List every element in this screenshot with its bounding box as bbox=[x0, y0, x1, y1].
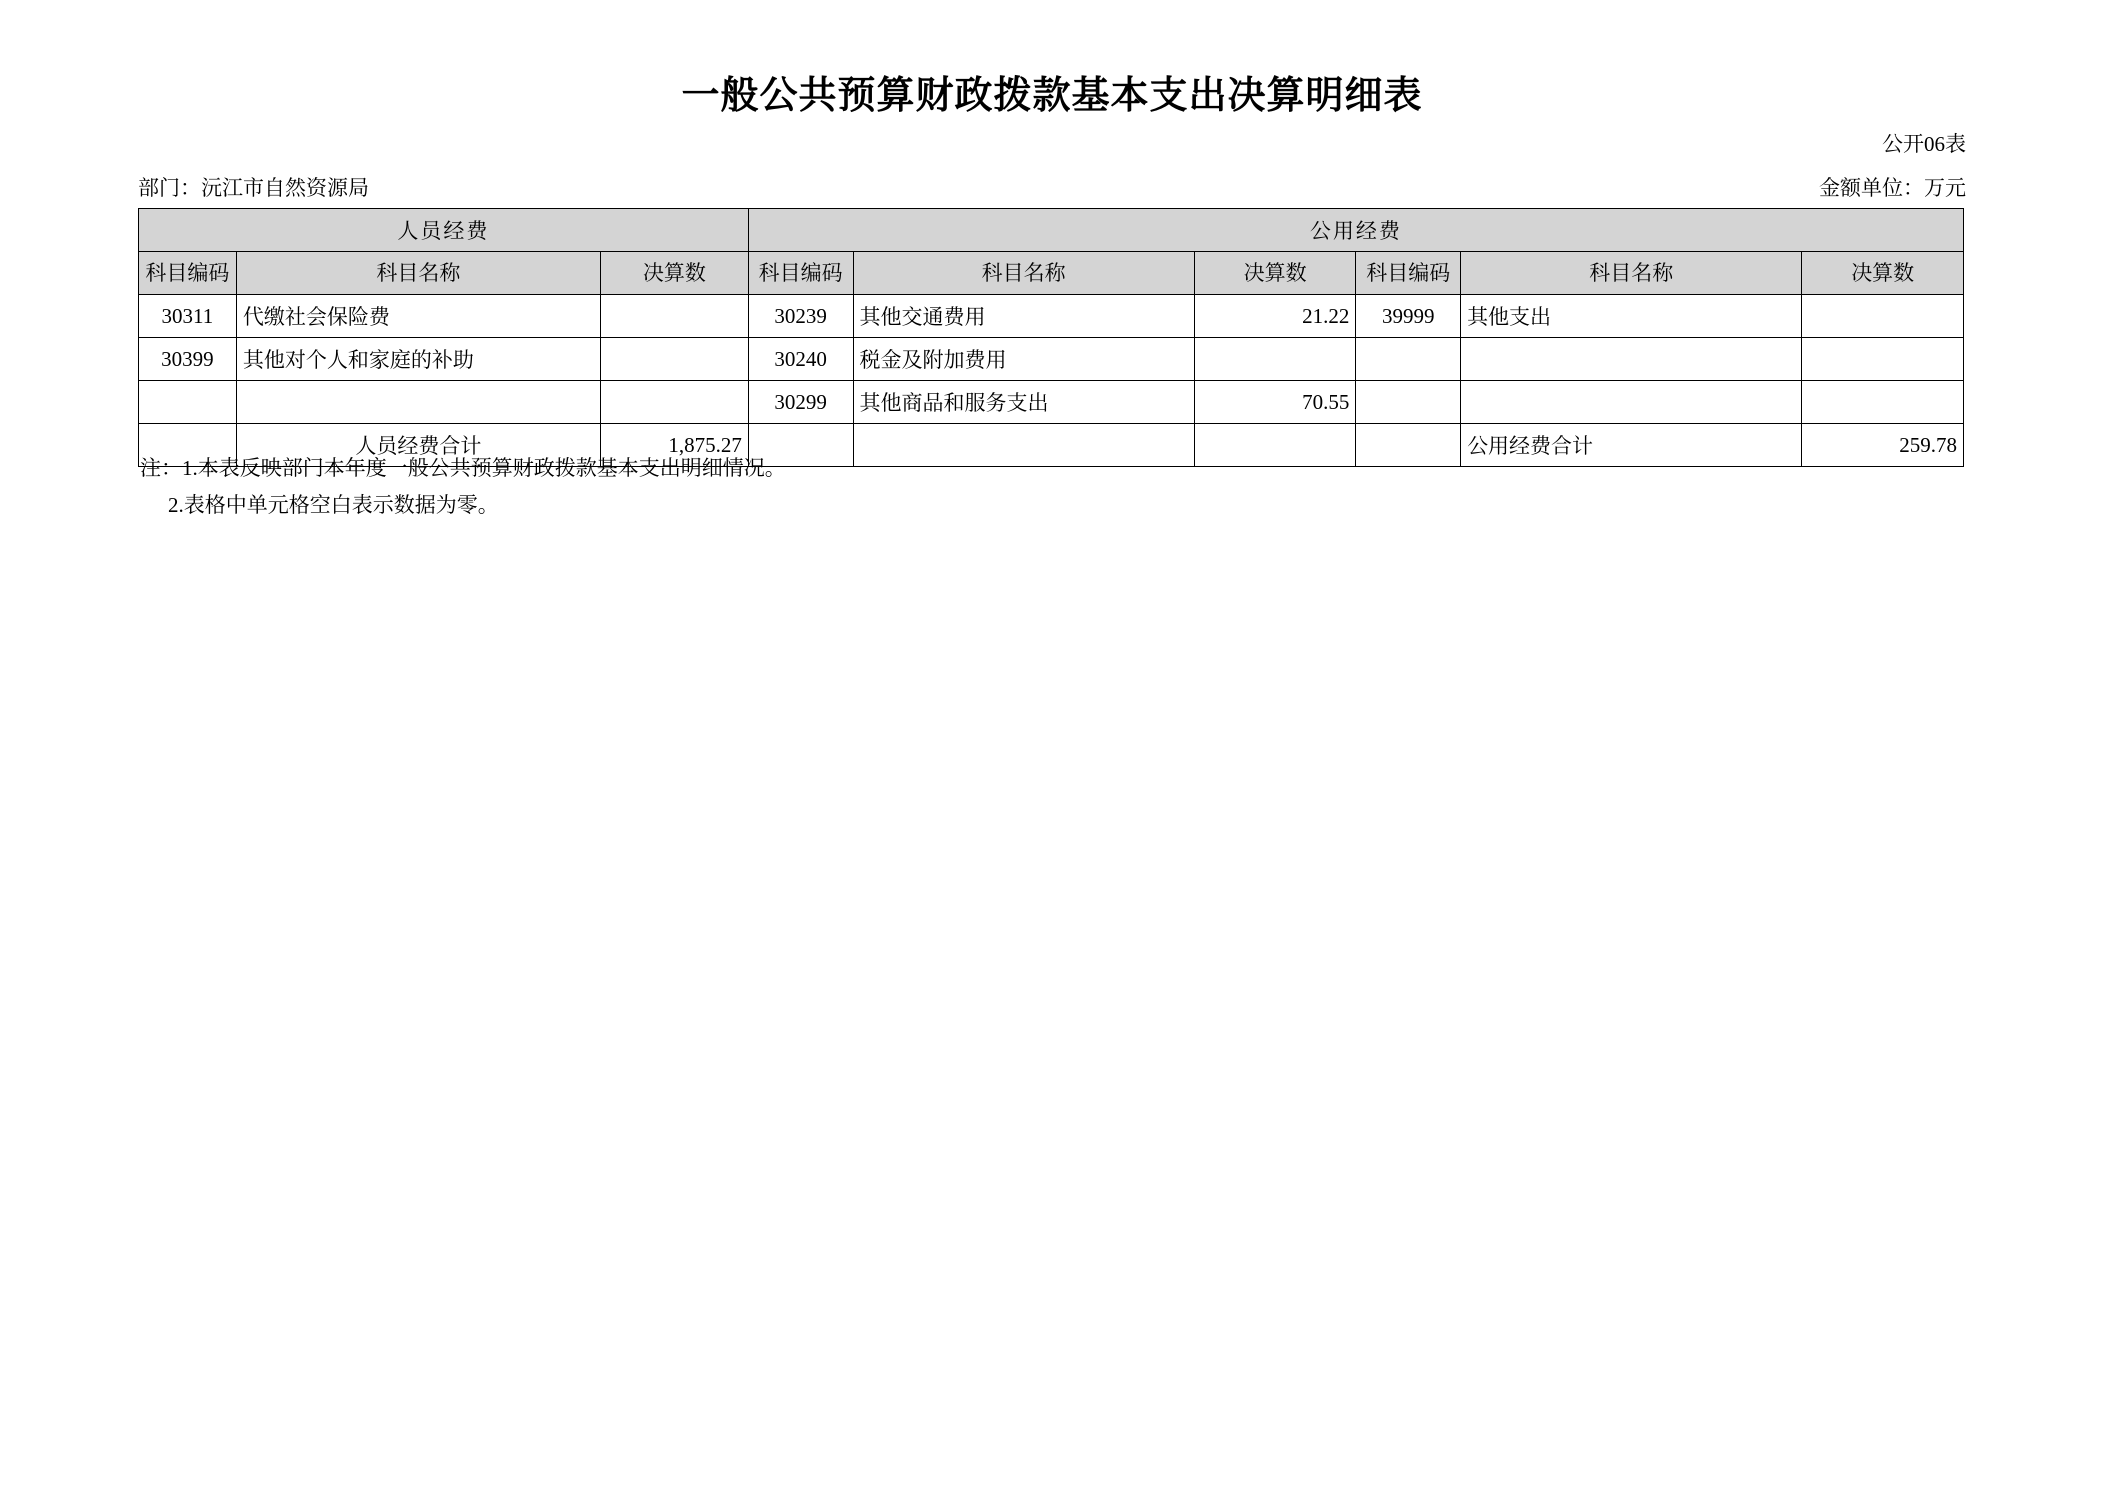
department-label: 部门：沅江市自然资源局 bbox=[138, 176, 369, 200]
column-header-code-2: 科目编码 bbox=[748, 252, 853, 295]
cell-total-personnel-label: 人员经费合计 bbox=[236, 424, 600, 467]
group-header-row bbox=[139, 209, 1964, 252]
cell-public1-amount: 21.22 bbox=[1194, 295, 1356, 338]
cell-public2-name bbox=[1461, 381, 1802, 424]
table-row bbox=[139, 381, 1964, 424]
cell-public2-amount bbox=[1802, 381, 1964, 424]
cell-personnel-code: 30399 bbox=[139, 338, 237, 381]
column-header-amount-3: 决算数 bbox=[1802, 252, 1964, 295]
cell-personnel-name: 其他对个人和家庭的补助 bbox=[236, 338, 600, 381]
column-header-code-3: 科目编码 bbox=[1356, 252, 1461, 295]
cell-total-public2-code bbox=[1356, 424, 1461, 467]
sheet-number: 公开06表 bbox=[1882, 132, 1966, 156]
cell-public2-amount bbox=[1802, 295, 1964, 338]
amount-unit-label: 金额单位：万元 bbox=[1819, 176, 1966, 200]
cell-total-public1-amount bbox=[1194, 424, 1356, 467]
budget-table bbox=[138, 208, 1964, 467]
cell-public1-amount: 70.55 bbox=[1194, 381, 1356, 424]
group-header-public: 公用经费 bbox=[748, 209, 1963, 252]
column-header-amount-2: 决算数 bbox=[1194, 252, 1356, 295]
column-header-name-1: 科目名称 bbox=[236, 252, 600, 295]
table-row bbox=[139, 338, 1964, 381]
cell-public2-code bbox=[1356, 381, 1461, 424]
notes bbox=[140, 450, 786, 524]
cell-public1-name: 税金及附加费用 bbox=[853, 338, 1194, 381]
cell-total-public2-label: 公用经费合计 bbox=[1461, 424, 1802, 467]
cell-public1-code: 30299 bbox=[748, 381, 853, 424]
table-row bbox=[139, 295, 1964, 338]
cell-public1-name: 其他交通费用 bbox=[853, 295, 1194, 338]
cell-personnel-name bbox=[236, 381, 600, 424]
cell-personnel-amount bbox=[600, 295, 748, 338]
column-header-row bbox=[139, 252, 1964, 295]
cell-total-public1-name bbox=[853, 424, 1194, 467]
meta-row bbox=[138, 172, 1966, 200]
cell-personnel-code bbox=[139, 381, 237, 424]
column-header-code-1: 科目编码 bbox=[139, 252, 237, 295]
cell-total-personnel-amount: 1,875.27 bbox=[600, 424, 748, 467]
cell-public1-name: 其他商品和服务支出 bbox=[853, 381, 1194, 424]
column-header-name-2: 科目名称 bbox=[853, 252, 1194, 295]
cell-public2-code bbox=[1356, 338, 1461, 381]
cell-public1-amount bbox=[1194, 338, 1356, 381]
cell-public2-amount bbox=[1802, 338, 1964, 381]
cell-total-public2-amount: 259.78 bbox=[1802, 424, 1964, 467]
cell-personnel-name: 代缴社会保险费 bbox=[236, 295, 600, 338]
cell-public2-code: 39999 bbox=[1356, 295, 1461, 338]
note-line-1: 注：1.本表反映部门本年度一般公共预算财政拨款基本支出明细情况。 bbox=[140, 456, 786, 480]
cell-public1-code: 30240 bbox=[748, 338, 853, 381]
cell-personnel-code: 30311 bbox=[139, 295, 237, 338]
group-header-personnel: 人员经费 bbox=[139, 209, 749, 252]
cell-public2-name: 其他支出 bbox=[1461, 295, 1802, 338]
cell-public2-name bbox=[1461, 338, 1802, 381]
cell-personnel-amount bbox=[600, 381, 748, 424]
cell-public1-code: 30239 bbox=[748, 295, 853, 338]
cell-personnel-amount bbox=[600, 338, 748, 381]
column-header-amount-1: 决算数 bbox=[600, 252, 748, 295]
page-title: 一般公共预算财政拨款基本支出决算明细表 bbox=[681, 75, 1423, 117]
note-line-2: 2.表格中单元格空白表示数据为零。 bbox=[168, 492, 499, 517]
column-header-name-3: 科目名称 bbox=[1461, 252, 1802, 295]
